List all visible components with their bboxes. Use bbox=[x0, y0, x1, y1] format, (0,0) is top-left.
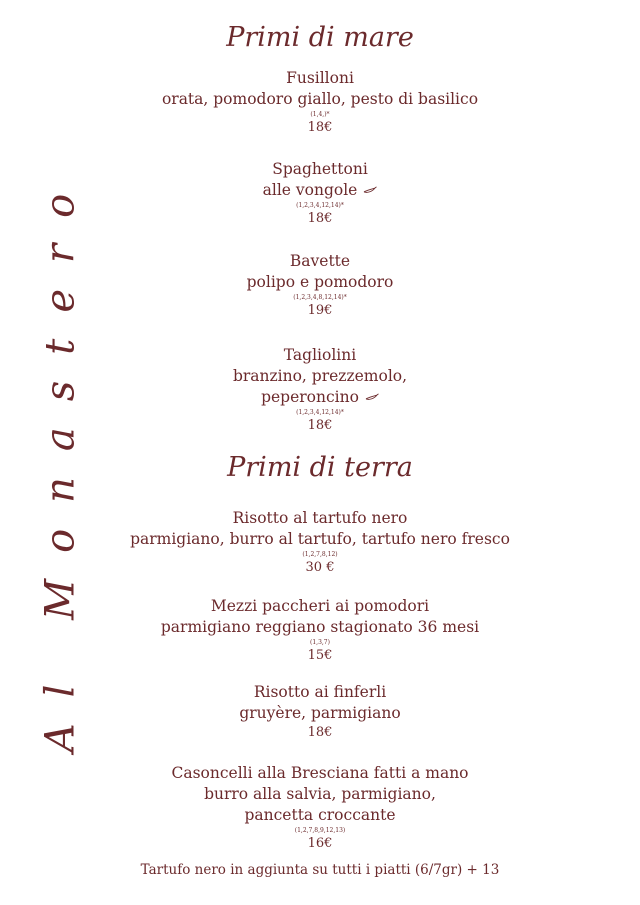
dish-name: Spaghettoni bbox=[272, 160, 368, 178]
allergen-codes: (1,2,7,8,12) bbox=[302, 551, 338, 558]
restaurant-name: Al Monastero bbox=[37, 167, 83, 753]
section-title-primi-di-terra: Primi di terra bbox=[227, 452, 413, 483]
dish-risotto-finferli bbox=[100, 682, 540, 741]
dish-price: 16€ bbox=[307, 836, 333, 851]
dish-name: Bavette bbox=[289, 252, 351, 270]
dish-price: 19€ bbox=[307, 303, 333, 318]
allergen-codes: (1,2,3,4,12,14)* bbox=[296, 202, 344, 209]
dish-tagliolini bbox=[100, 345, 540, 434]
dish-description: burro alla salvia, parmigiano, bbox=[204, 785, 436, 803]
dish-bavette bbox=[100, 251, 540, 319]
dish-name: Mezzi paccheri ai pomodori bbox=[210, 597, 430, 615]
chili-pepper-icon bbox=[365, 393, 379, 401]
dish-mezzi-paccheri bbox=[100, 596, 540, 664]
allergen-codes: (1,2,3,4,12,14)* bbox=[296, 409, 344, 416]
dish-name: Tagliolini bbox=[283, 346, 357, 364]
dish-price: 15€ bbox=[307, 648, 333, 663]
dish-name: Fusilloni bbox=[286, 69, 354, 87]
chili-pepper-icon bbox=[363, 186, 377, 194]
dish-price: 30 € bbox=[305, 560, 335, 575]
dish-description: alle vongole bbox=[262, 181, 358, 199]
dish-name: Risotto ai finferli bbox=[253, 683, 387, 701]
dish-description: peperoncino bbox=[261, 388, 359, 406]
dish-description: gruyère, parmigiano bbox=[239, 704, 401, 722]
allergen-codes: (1,4,)* bbox=[310, 111, 330, 118]
dish-fusilloni bbox=[100, 68, 540, 136]
dish-spaghettoni bbox=[100, 159, 540, 227]
dish-description-line bbox=[100, 387, 540, 408]
truffle-supplement-note: Tartufo nero in aggiunta su tutti i piatti (6/7gr) + 13 bbox=[140, 862, 500, 878]
dish-description-line bbox=[100, 180, 540, 201]
dish-price: 18€ bbox=[307, 211, 333, 226]
dish-description: orata, pomodoro giallo, pesto di basilico bbox=[161, 90, 479, 108]
menu bbox=[100, 0, 540, 905]
dish-name: Risotto al tartufo nero bbox=[232, 509, 408, 527]
dish-description: branzino, prezzemolo, bbox=[232, 367, 408, 385]
dish-description: parmigiano reggiano stagionato 36 mesi bbox=[160, 618, 480, 636]
dish-description: parmigiano, burro al tartufo, tartufo nero fresco bbox=[130, 530, 510, 548]
dish-risotto-tartufo bbox=[100, 508, 540, 576]
dish-description: pancetta croccante bbox=[244, 806, 396, 824]
dish-price: 18€ bbox=[307, 418, 333, 433]
allergen-codes: (1,2,3,4,8,12,14)* bbox=[293, 294, 347, 301]
dish-casoncelli bbox=[100, 763, 540, 852]
allergen-codes: (1,2,7,8,9,12,13) bbox=[294, 827, 346, 834]
dish-price: 18€ bbox=[307, 120, 333, 135]
dish-description: polipo e pomodoro bbox=[246, 273, 394, 291]
dish-name: Casoncelli alla Bresciana fatti a mano bbox=[171, 764, 469, 782]
dish-price: 18€ bbox=[307, 725, 333, 740]
section-title-primi-di-mare: Primi di mare bbox=[226, 22, 414, 53]
allergen-codes: (1,3,7) bbox=[310, 639, 330, 646]
vertical-restaurant-name bbox=[28, 167, 92, 753]
